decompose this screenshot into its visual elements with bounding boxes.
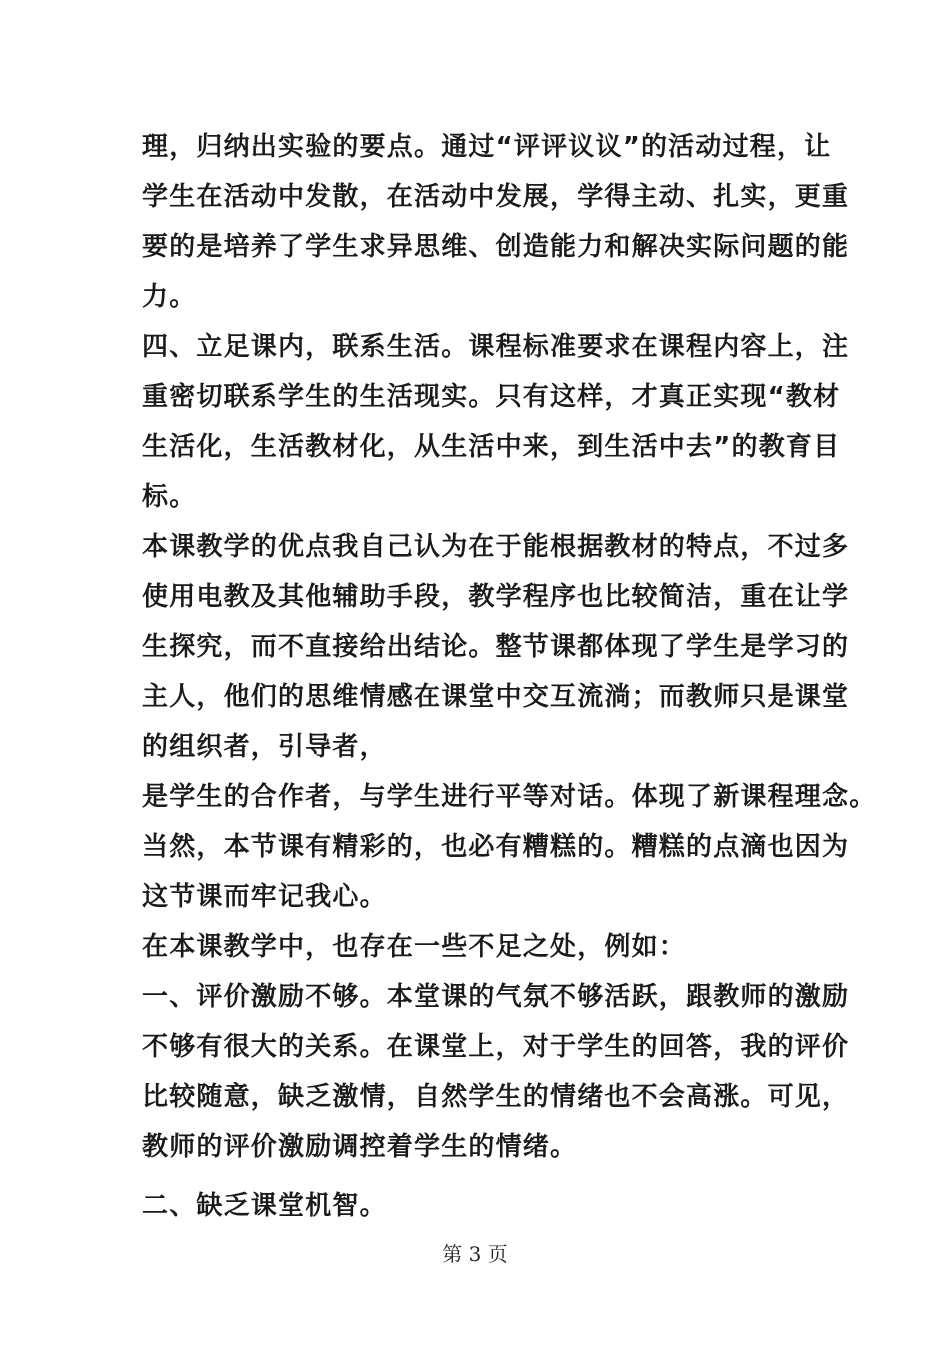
text-line: 当然，本节课有精彩的，也必有糟糕的。糟糕的点滴也因为 (142, 832, 850, 862)
text-line: 在本课教学中，也存在一些不足之处，例如： (142, 932, 687, 962)
text-line: 的组织者，引导者， (142, 732, 387, 762)
text-line: 生探究，而不直接给出结论。整节课都体现了学生是学习的 (142, 632, 850, 662)
page-number: 第 3 页 (442, 1242, 508, 1266)
text-line: 力。 (142, 282, 197, 312)
text-line: 是学生的合作者，与学生进行平等对话。体现了新课程理念。 (142, 782, 877, 812)
text-line: 标。 (142, 482, 197, 512)
text-line: 教师的评价激励调控着学生的情绪。 (142, 1132, 578, 1162)
text-line: 二、缺乏课堂机智。 (142, 1191, 387, 1221)
text-line: 重密切联系学生的生活现实。只有这样，才真正实现“教材 (142, 382, 841, 412)
text-line: 四、立足课内，联系生活。课程标准要求在课程内容上，注 (142, 332, 850, 362)
text-line: 理，归纳出实验的要点。通过“评评议议”的活动过程，让 (142, 132, 832, 162)
text-line: 主人，他们的思维情感在课堂中交互流淌；而教师只是课堂 (142, 682, 850, 712)
text-line: 不够有很大的关系。在课堂上，对于学生的回答，我的评价 (142, 1032, 850, 1062)
text-line: 使用电教及其他辅助手段，教学程序也比较简洁，重在让学 (142, 582, 850, 612)
text-line: 比较随意，缺乏激情，自然学生的情绪也不会高涨。可见， (142, 1082, 850, 1112)
line-gap (142, 1172, 812, 1181)
text-line: 学生在活动中发散，在活动中发展，学得主动、扎实，更重 (142, 182, 850, 212)
body-text (142, 122, 877, 1231)
text-line: 生活化，生活教材化，从生活中来，到生活中去”的教育目 (142, 432, 841, 462)
text-line: 要的是培养了学生求异思维、创造能力和解决实际问题的能 (142, 232, 850, 262)
text-line: 这节课而牢记我心。 (142, 882, 387, 912)
text-line: 本课教学的优点我自己认为在于能根据教材的特点，不过多 (142, 532, 850, 562)
text-line: 一、评价激励不够。本堂课的气氛不够活跃，跟教师的激励 (142, 982, 850, 1012)
